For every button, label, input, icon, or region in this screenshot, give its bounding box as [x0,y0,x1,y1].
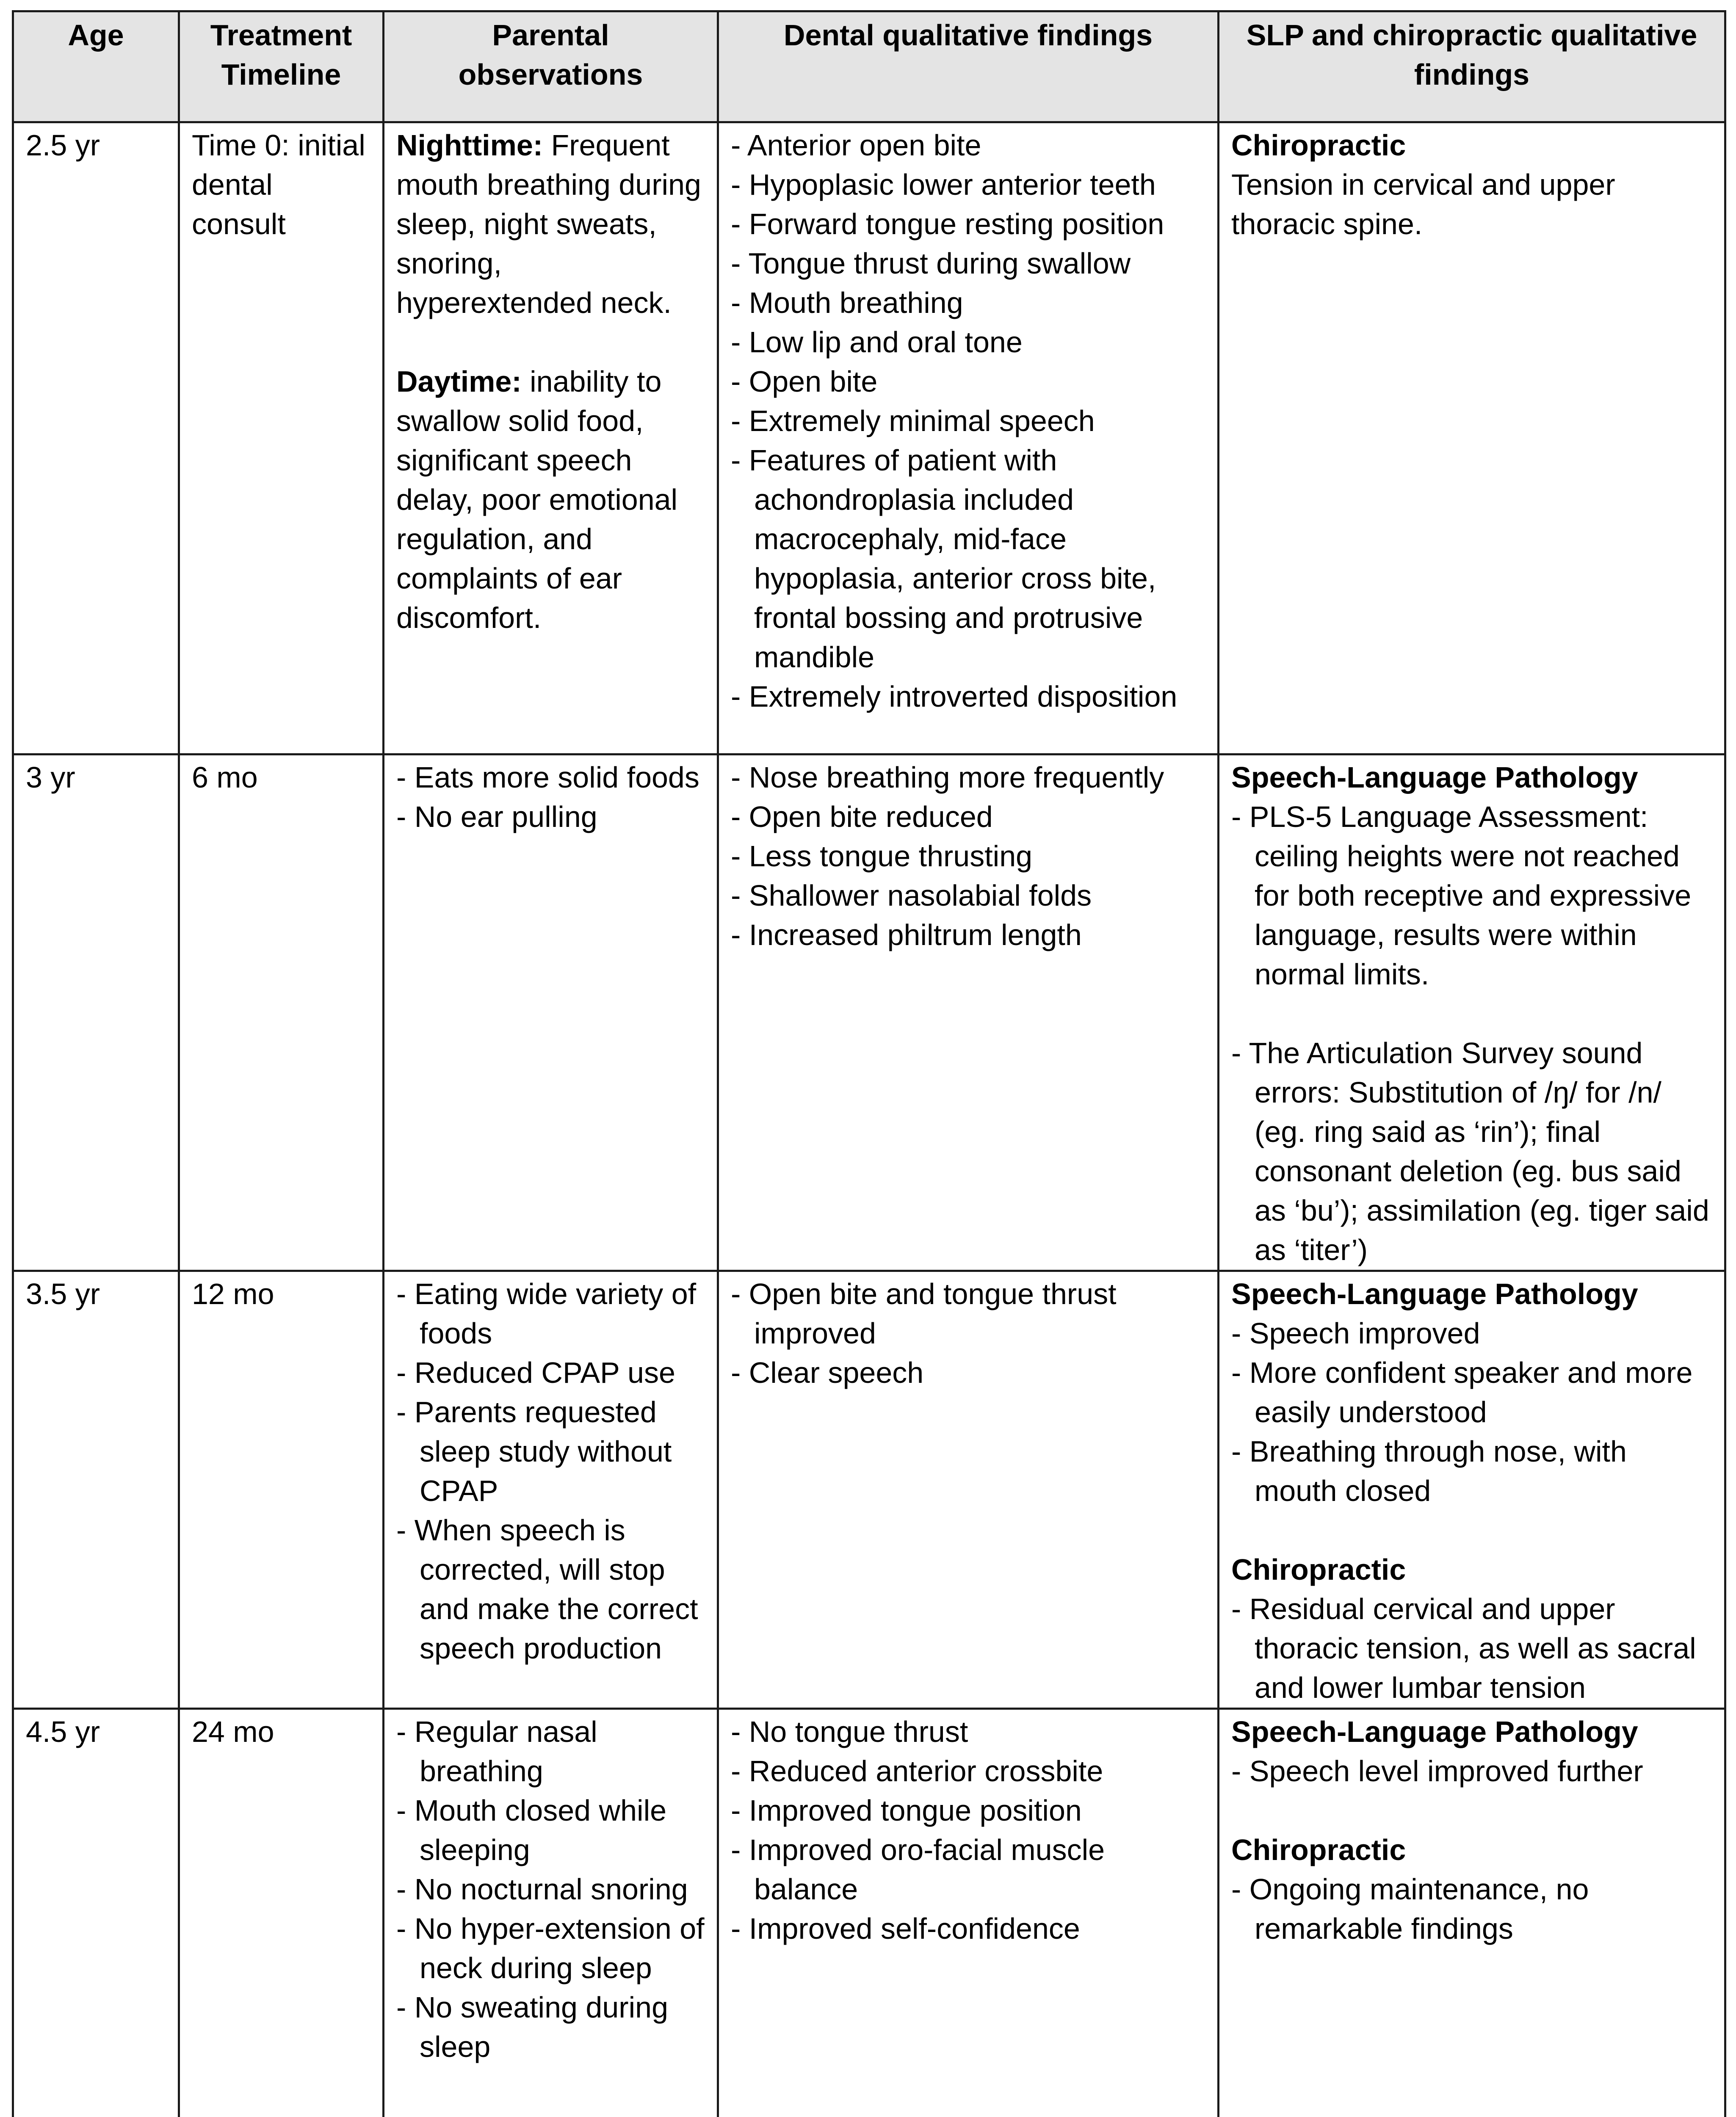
parental-cell [384,754,718,1271]
dental-cell [718,1271,1219,1709]
list-item: - Improved oro-facial muscle balance [731,1833,1105,1906]
age-cell: 4.5 yr [13,1709,179,2117]
list-item: - Regular nasal breathing [396,1715,597,1788]
list-item: - Mouth closed while sleeping [396,1794,667,1866]
list-item: - No ear pulling [396,800,597,833]
slp-chiro-cell [1219,1709,1725,2117]
table-body [13,122,1725,2117]
list-item: - Breathing through nose, with mouth closed [1231,1435,1627,1507]
timeline-cell: Time 0: initial dental consult [179,122,384,754]
list-item: - Shallower nasolabial folds [731,879,1092,912]
table-row [13,754,1725,1271]
list-item: - No tongue thrust [731,1715,968,1748]
age-cell: 3 yr [13,754,179,1271]
slp-chiro-cell [1219,1271,1725,1709]
list-item: - Open bite [731,365,878,398]
list-item: - No sweating during sleep [396,1991,668,2063]
timeline-cell: 24 mo [179,1709,384,2117]
list-item: - Less tongue thrusting [731,840,1033,873]
list-item: - No nocturnal snoring [396,1873,688,1906]
age-cell: 2.5 yr [13,122,179,754]
daytime-text: inability to swallow solid food, significant speech delay, poor emotional regulation, and complaints of ear discomfort. [396,365,678,634]
chiropractic-text: Tension in cervical and upper thoracic spine. [1231,168,1615,240]
list-item: - Residual cervical and upper thoracic tension, as well as sacral and lower lumbar tension [1231,1592,1696,1704]
list-item: - Features of patient with achondroplasia included macrocephaly, mid-face hypoplasia, anterior cross bite, frontal bossing and protrusive mandible [731,444,1156,674]
table-row [13,1271,1725,1709]
age-cell: 3.5 yr [13,1271,179,1709]
timeline-cell: 6 mo [179,754,384,1271]
parental-cell [384,122,718,754]
list-item: - Reduced CPAP use [396,1356,675,1389]
list-item: - Low lip and oral tone [731,326,1023,359]
list-item: - Clear speech [731,1356,924,1389]
slp-heading: Speech-Language Pathology [1231,761,1638,794]
list-item: - Open bite and tongue thrust improved [731,1277,1117,1350]
list-item: - Ongoing maintenance, no remarkable findings [1231,1873,1589,1945]
list-item: - No hyper-extension of neck during sleep [396,1912,705,1984]
header-dental-findings: Dental qualitative findings [718,11,1219,122]
list-item: - Improved tongue position [731,1794,1082,1827]
header-parental-observations: Parental observations [384,11,718,122]
chiropractic-heading: Chiropractic [1231,129,1406,162]
daytime-observation [396,362,705,638]
slp-chiro-cell [1219,754,1725,1271]
dental-cell [718,754,1219,1271]
list-item: - Speech level improved further [1231,1755,1643,1788]
nighttime-label: Nighttime: [396,129,543,162]
list-item: - Eats more solid foods [396,761,699,794]
parental-cell [384,1271,718,1709]
list-item: - Improved self-confidence [731,1912,1080,1945]
list-item: - Anterior open bite [731,129,981,162]
list-item: - The Articulation Survey sound errors: Substitution of /ŋ/ for /n/ (eg. ring said as ‘rin’); final consonant deletion (eg. bus said as ‘bu’); assimilation (eg. tiger said as ‘titer’) [1231,1036,1709,1266]
list-item: - Extremely minimal speech [731,404,1095,437]
list-item: - Nose breathing more frequently [731,761,1164,794]
dental-cell [718,1709,1219,2117]
table-header [13,11,1725,122]
table-row [13,122,1725,754]
list-item: - More confident speaker and more easily understood [1231,1356,1693,1429]
dental-cell [718,122,1219,754]
list-item: - Mouth breathing [731,286,963,319]
daytime-label: Daytime: [396,365,522,398]
parental-cell [384,1709,718,2117]
slp-heading: Speech-Language Pathology [1231,1715,1638,1748]
list-item: - PLS-5 Language Assessment: ceiling heights were not reached for both receptive and expressive language, results were within normal limits. [1231,800,1692,991]
slp-chiro-cell [1219,122,1725,754]
chiropractic-heading: Chiropractic [1231,1833,1406,1866]
header-treatment-timeline: Treatment Timeline [179,11,384,122]
list-item: - Tongue thrust during swallow [731,247,1131,280]
findings-table [12,10,1726,2117]
list-item: - Reduced anterior crossbite [731,1755,1103,1788]
header-slp-chiro-findings: SLP and chiropractic qualitative findings [1219,11,1725,122]
list-item: - Forward tongue resting position [731,207,1164,240]
chiropractic-heading: Chiropractic [1231,1553,1406,1586]
header-age: Age [13,11,179,122]
table-row [13,1709,1725,2117]
list-item: - Eating wide variety of foods [396,1277,697,1350]
nighttime-observation [396,126,705,323]
slp-heading: Speech-Language Pathology [1231,1277,1638,1310]
list-item: - Increased philtrum length [731,918,1082,951]
list-item: - Open bite reduced [731,800,993,833]
timeline-cell: 12 mo [179,1271,384,1709]
list-item: - Hypoplasic lower anterior teeth [731,168,1156,201]
list-item: - Parents requested sleep study without CPAP [396,1396,672,1507]
list-item: - Speech improved [1231,1317,1480,1350]
nighttime-text: Frequent mouth breathing during sleep, night sweats, snoring, hyperextended neck. [396,129,701,319]
list-item: - Extremely introverted disposition [731,680,1178,713]
list-item: - When speech is corrected, will stop and make the correct speech production [396,1514,698,1665]
header-row [13,11,1725,122]
